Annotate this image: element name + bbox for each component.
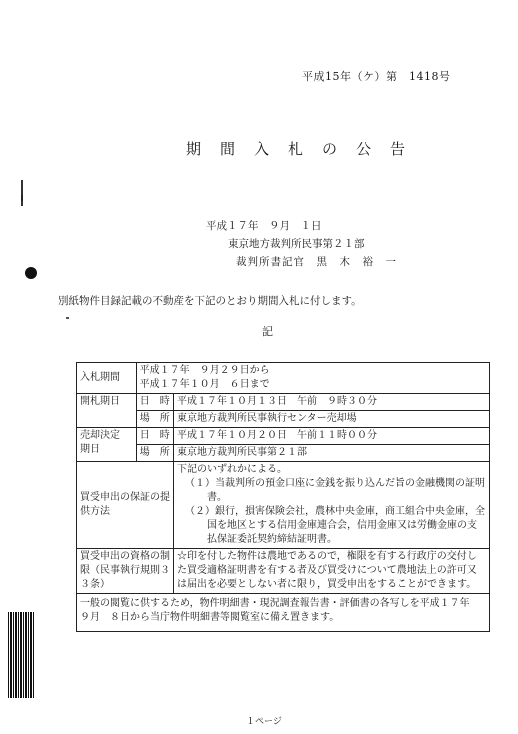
notice-table	[76, 362, 490, 632]
ki-heading: 記	[262, 325, 273, 338]
sale-label-line1: 売却決定	[80, 430, 120, 441]
security-item-2: （２）銀行，損害保険会社，農林中央金庫，商工組合中央金庫，全国を地区とする信用金庫連合会，信用金庫又は労働金庫の支払保証委託契約締結証明書。	[185, 506, 485, 545]
security-item-1: （１）当裁判所の預金口座に金銭を振り込んだ旨の金融機関の証明書。	[185, 478, 485, 503]
scan-mark-notch	[21, 195, 23, 201]
sale-place-row	[77, 445, 490, 462]
opening-place-label: 場 所	[136, 411, 173, 428]
qualification-label: 買受申出の資格の制限（民事執行規則３３条）	[77, 549, 174, 594]
bid-period-row	[77, 363, 490, 394]
sale-label	[77, 428, 137, 462]
sale-datetime-label: 日 時	[136, 428, 173, 445]
opening-label: 開札期日	[77, 394, 137, 428]
opening-place-value: 東京地方裁判所民事執行センター売却場	[174, 411, 490, 428]
opening-datetime-value: 平成１７年１０月１３日 午前 ９時３０分	[174, 394, 490, 411]
sale-date-row	[77, 428, 490, 445]
footer-row	[77, 594, 490, 632]
opening-date-row	[77, 394, 490, 411]
punch-hole-mark	[25, 267, 37, 279]
court-name: 東京地方裁判所民事第２１部	[228, 238, 365, 250]
footer-text: 一般の閲覧に供するため，物件明細書・現況調査報告書・評価書の各写しを平成１７年 ９月 ８日から当庁物件明細書等閲覧室に備え置きます。	[77, 594, 490, 632]
scan-mark-tick	[66, 317, 69, 319]
bid-period-value	[136, 363, 489, 394]
security-label: 買受申出の保証の提供方法	[77, 462, 174, 549]
case-number: 平成15年（ケ）第 1418号	[302, 70, 451, 83]
security-row	[77, 462, 490, 549]
security-lead: 下記のいずれかによる。	[177, 464, 287, 475]
sale-place-label: 場 所	[136, 445, 173, 462]
opening-datetime-label: 日 時	[136, 394, 173, 411]
issue-date: 平成１７年 ９月 １日	[206, 220, 322, 232]
page-number: １ページ	[246, 717, 282, 727]
sale-datetime-value: 平成１７年１０月２０日 午前１１時００分	[174, 428, 490, 445]
bid-period-label: 入札期間	[77, 363, 137, 394]
scan-mark-line	[21, 180, 23, 206]
clerk-name: 裁判所書記官 黒 木 裕 一	[236, 256, 397, 268]
page-title: 期間入札の公告	[186, 140, 425, 158]
security-value	[174, 462, 490, 549]
intro-text: 別紙物件目録記載の不動産を下記のとおり期間入札に付します。	[58, 295, 362, 307]
bid-period-end: 平成１７年１０月 ６日まで	[139, 379, 270, 390]
opening-place-row	[77, 411, 490, 428]
bid-period-start: 平成１７年 ９月２９日から	[139, 365, 270, 376]
qualification-row	[77, 549, 490, 594]
barcode-graphic	[8, 612, 34, 698]
sale-label-line2: 期日	[80, 444, 100, 455]
sale-place-value: 東京地方裁判所民事第２１部	[174, 445, 490, 462]
qualification-value: ☆印を付した物件は農地であるので，権限を有する行政庁の交付した買受適格証明書を有する者及び買受けについて農地法上の許可又は届出を必要としない者に限り，買受申出をすることができます。	[174, 549, 490, 594]
